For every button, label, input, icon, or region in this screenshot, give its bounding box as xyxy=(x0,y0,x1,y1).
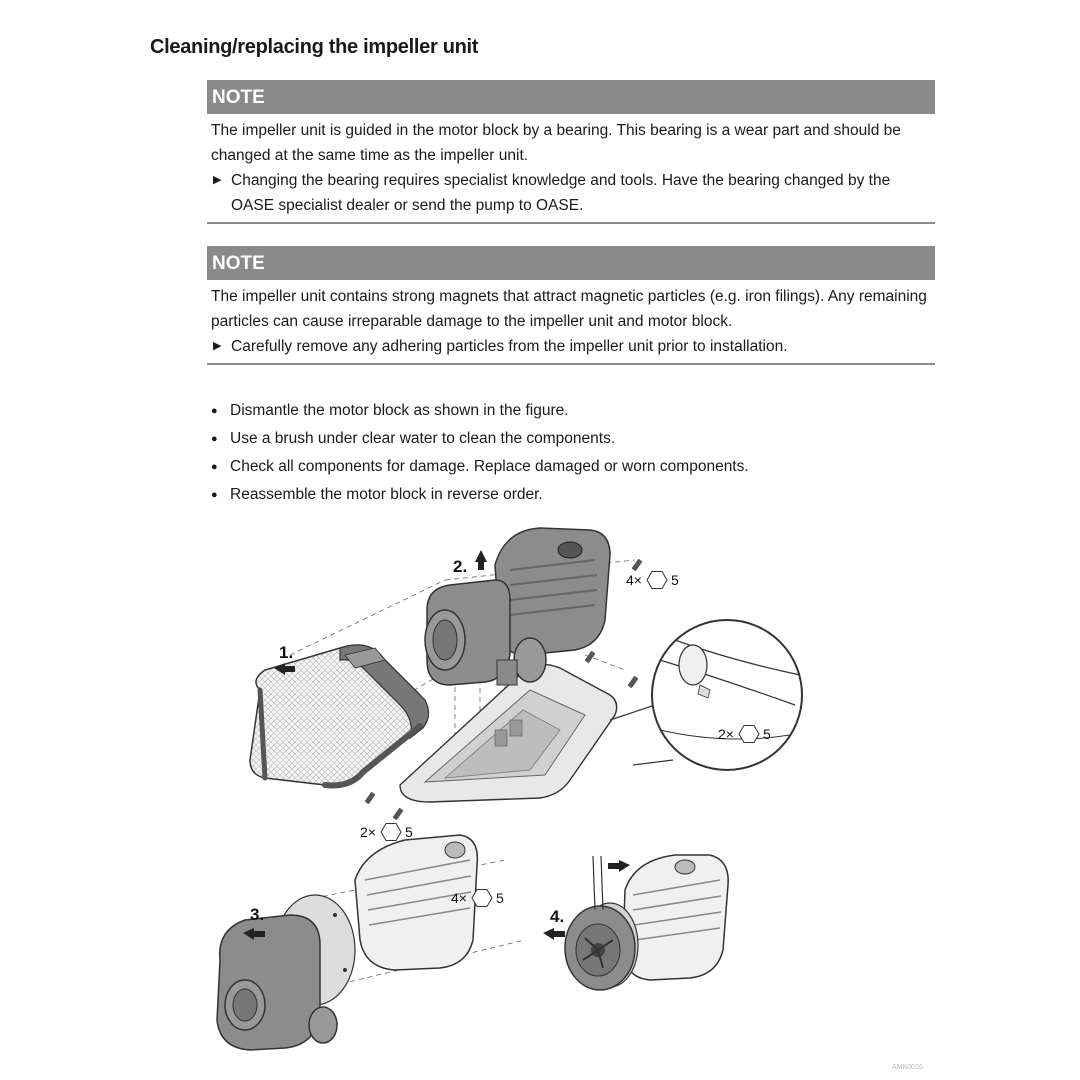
hex-nut-icon xyxy=(647,572,667,589)
filter-cover-illustration xyxy=(250,645,429,786)
arrow-right-icon xyxy=(608,860,630,872)
screw-size-label: 5 xyxy=(671,572,679,588)
list-item: ● Check all components for damage. Replace damaged or worn components. xyxy=(211,453,749,481)
hex-nut-icon xyxy=(472,890,492,907)
detail-magnifier xyxy=(610,620,802,770)
bullet-icon: ● xyxy=(211,489,218,501)
list-item: ● Dismantle the motor block as shown in the figure. xyxy=(211,397,749,425)
note-text: The impeller unit contains strong magnets that attract magnetic particles (e.g. iron filings). Any remaining particles can cause irreparable damage to the impeller unit and motor block. xyxy=(211,288,927,330)
instruction-list xyxy=(211,397,749,509)
step-label-1: 1. xyxy=(279,643,294,662)
note-magnets xyxy=(207,246,935,365)
page-title: Cleaning/replacing the impeller unit xyxy=(150,36,479,58)
arrow-left-icon xyxy=(543,928,565,940)
screw-size-label: 5 xyxy=(405,824,413,840)
list-item: ● Use a brush under clear water to clean the components. xyxy=(211,425,749,453)
disassembly-figure xyxy=(205,520,820,1068)
screw-count-label: 4× xyxy=(451,890,467,906)
figure-id: AMK0026 xyxy=(892,1064,923,1071)
note-body xyxy=(207,280,935,365)
arrow-right-icon: ▶ xyxy=(213,340,222,352)
bullet-icon: ● xyxy=(211,405,218,417)
motor-block-illustration xyxy=(425,528,610,685)
note-bearing xyxy=(207,80,935,224)
arrow-up-icon xyxy=(475,550,487,570)
note-body xyxy=(207,114,935,224)
bullet-icon: ● xyxy=(211,433,218,445)
hex-nut-icon xyxy=(381,824,401,841)
note-action-text: Carefully remove any adhering particles from the impeller unit prior to installation. xyxy=(231,338,788,355)
screw-count-label: 4× xyxy=(626,572,642,588)
step4-illustration xyxy=(565,855,728,990)
screw-count-label: 2× xyxy=(360,824,376,840)
step-label-4: 4. xyxy=(550,907,565,926)
note-action xyxy=(211,334,935,359)
screw-size-label: 5 xyxy=(763,726,771,742)
list-item: ● Reassemble the motor block in reverse order. xyxy=(211,481,749,509)
arrow-right-icon: ▶ xyxy=(213,174,222,186)
step3-illustration xyxy=(217,835,477,1050)
bullet-icon: ● xyxy=(211,461,218,473)
note-action xyxy=(211,168,935,218)
step-label-3: 3. xyxy=(250,905,265,924)
note-label: NOTE xyxy=(207,80,935,114)
step-label-2: 2. xyxy=(453,557,468,576)
note-action-text: Changing the bearing requires specialist knowledge and tools. Have the bearing changed by the OASE specialist dealer or send the pump to OASE. xyxy=(231,172,891,214)
hex-nut-icon xyxy=(739,726,759,743)
screw-size-label: 5 xyxy=(496,890,504,906)
note-text: The impeller unit is guided in the motor block by a bearing. This bearing is a wear part and should be changed at the same time as the impeller unit. xyxy=(211,122,901,164)
note-label: NOTE xyxy=(207,246,935,280)
screw-count-label: 2× xyxy=(718,726,734,742)
